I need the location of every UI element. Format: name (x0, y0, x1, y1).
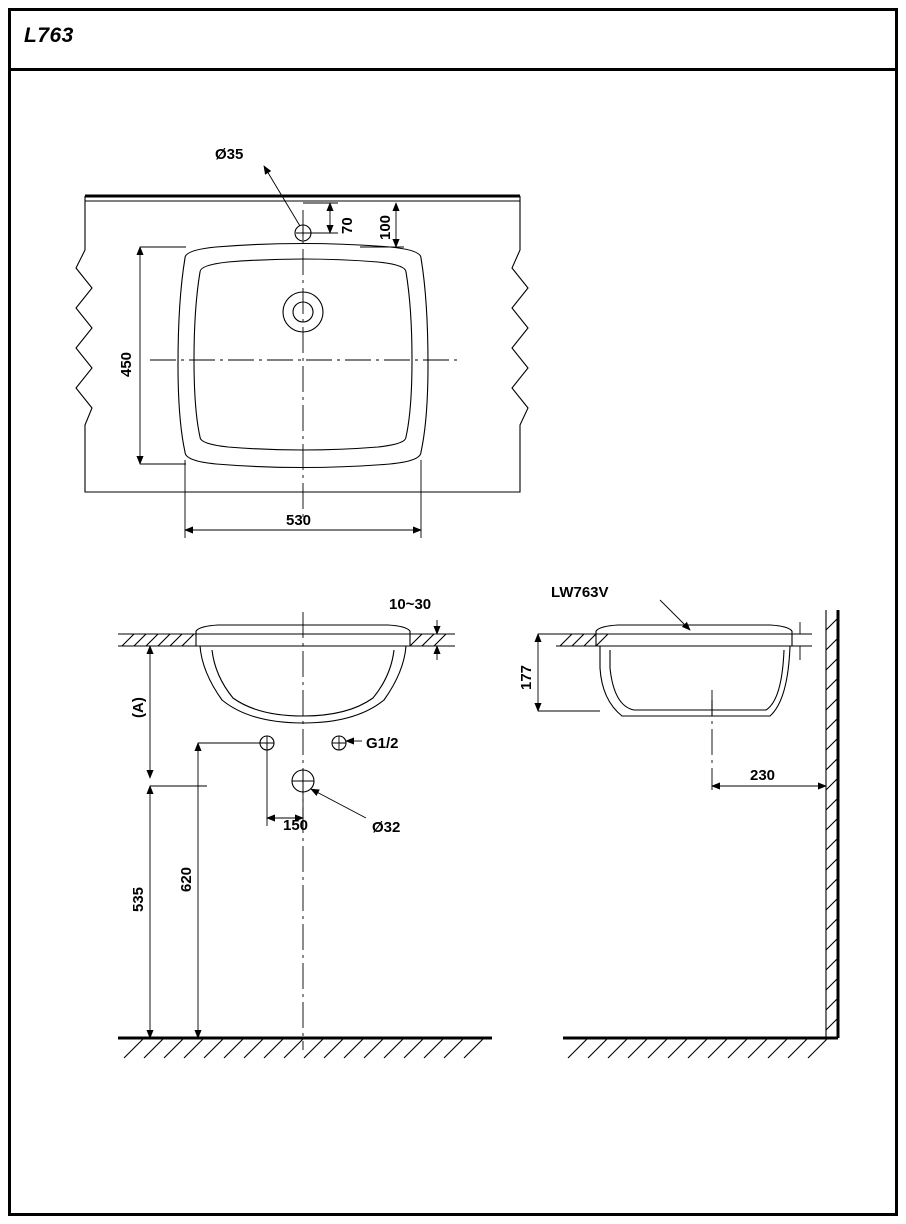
page-title: L763 (24, 24, 74, 47)
label-product-code: LW763V (551, 584, 609, 601)
front-view-group (118, 596, 492, 1058)
dim-wall-offset-230: 230 (750, 767, 776, 784)
dim-tap-offset-70: 70 (339, 217, 356, 234)
label-supply-thread: G1/2 (366, 735, 399, 752)
dim-basin-depth-450: 450 (118, 351, 135, 377)
label-drain-diameter: Ø32 (372, 819, 401, 836)
dim-drain-offset-150: 150 (283, 817, 309, 834)
dim-height-marker-a: (A) (130, 697, 147, 718)
dim-hole-diameter-top: Ø35 (215, 146, 244, 163)
dim-tap-offset-100: 100 (377, 214, 394, 240)
dim-basin-width-530: 530 (286, 512, 312, 529)
dim-drain-height-620: 620 (178, 866, 195, 892)
dim-supply-height-535: 535 (130, 886, 147, 912)
dim-counter-thickness: 10~30 (389, 596, 432, 613)
dim-bowl-height-177: 177 (518, 664, 535, 690)
side-view-group (518, 584, 838, 1058)
top-view-group (76, 146, 528, 538)
